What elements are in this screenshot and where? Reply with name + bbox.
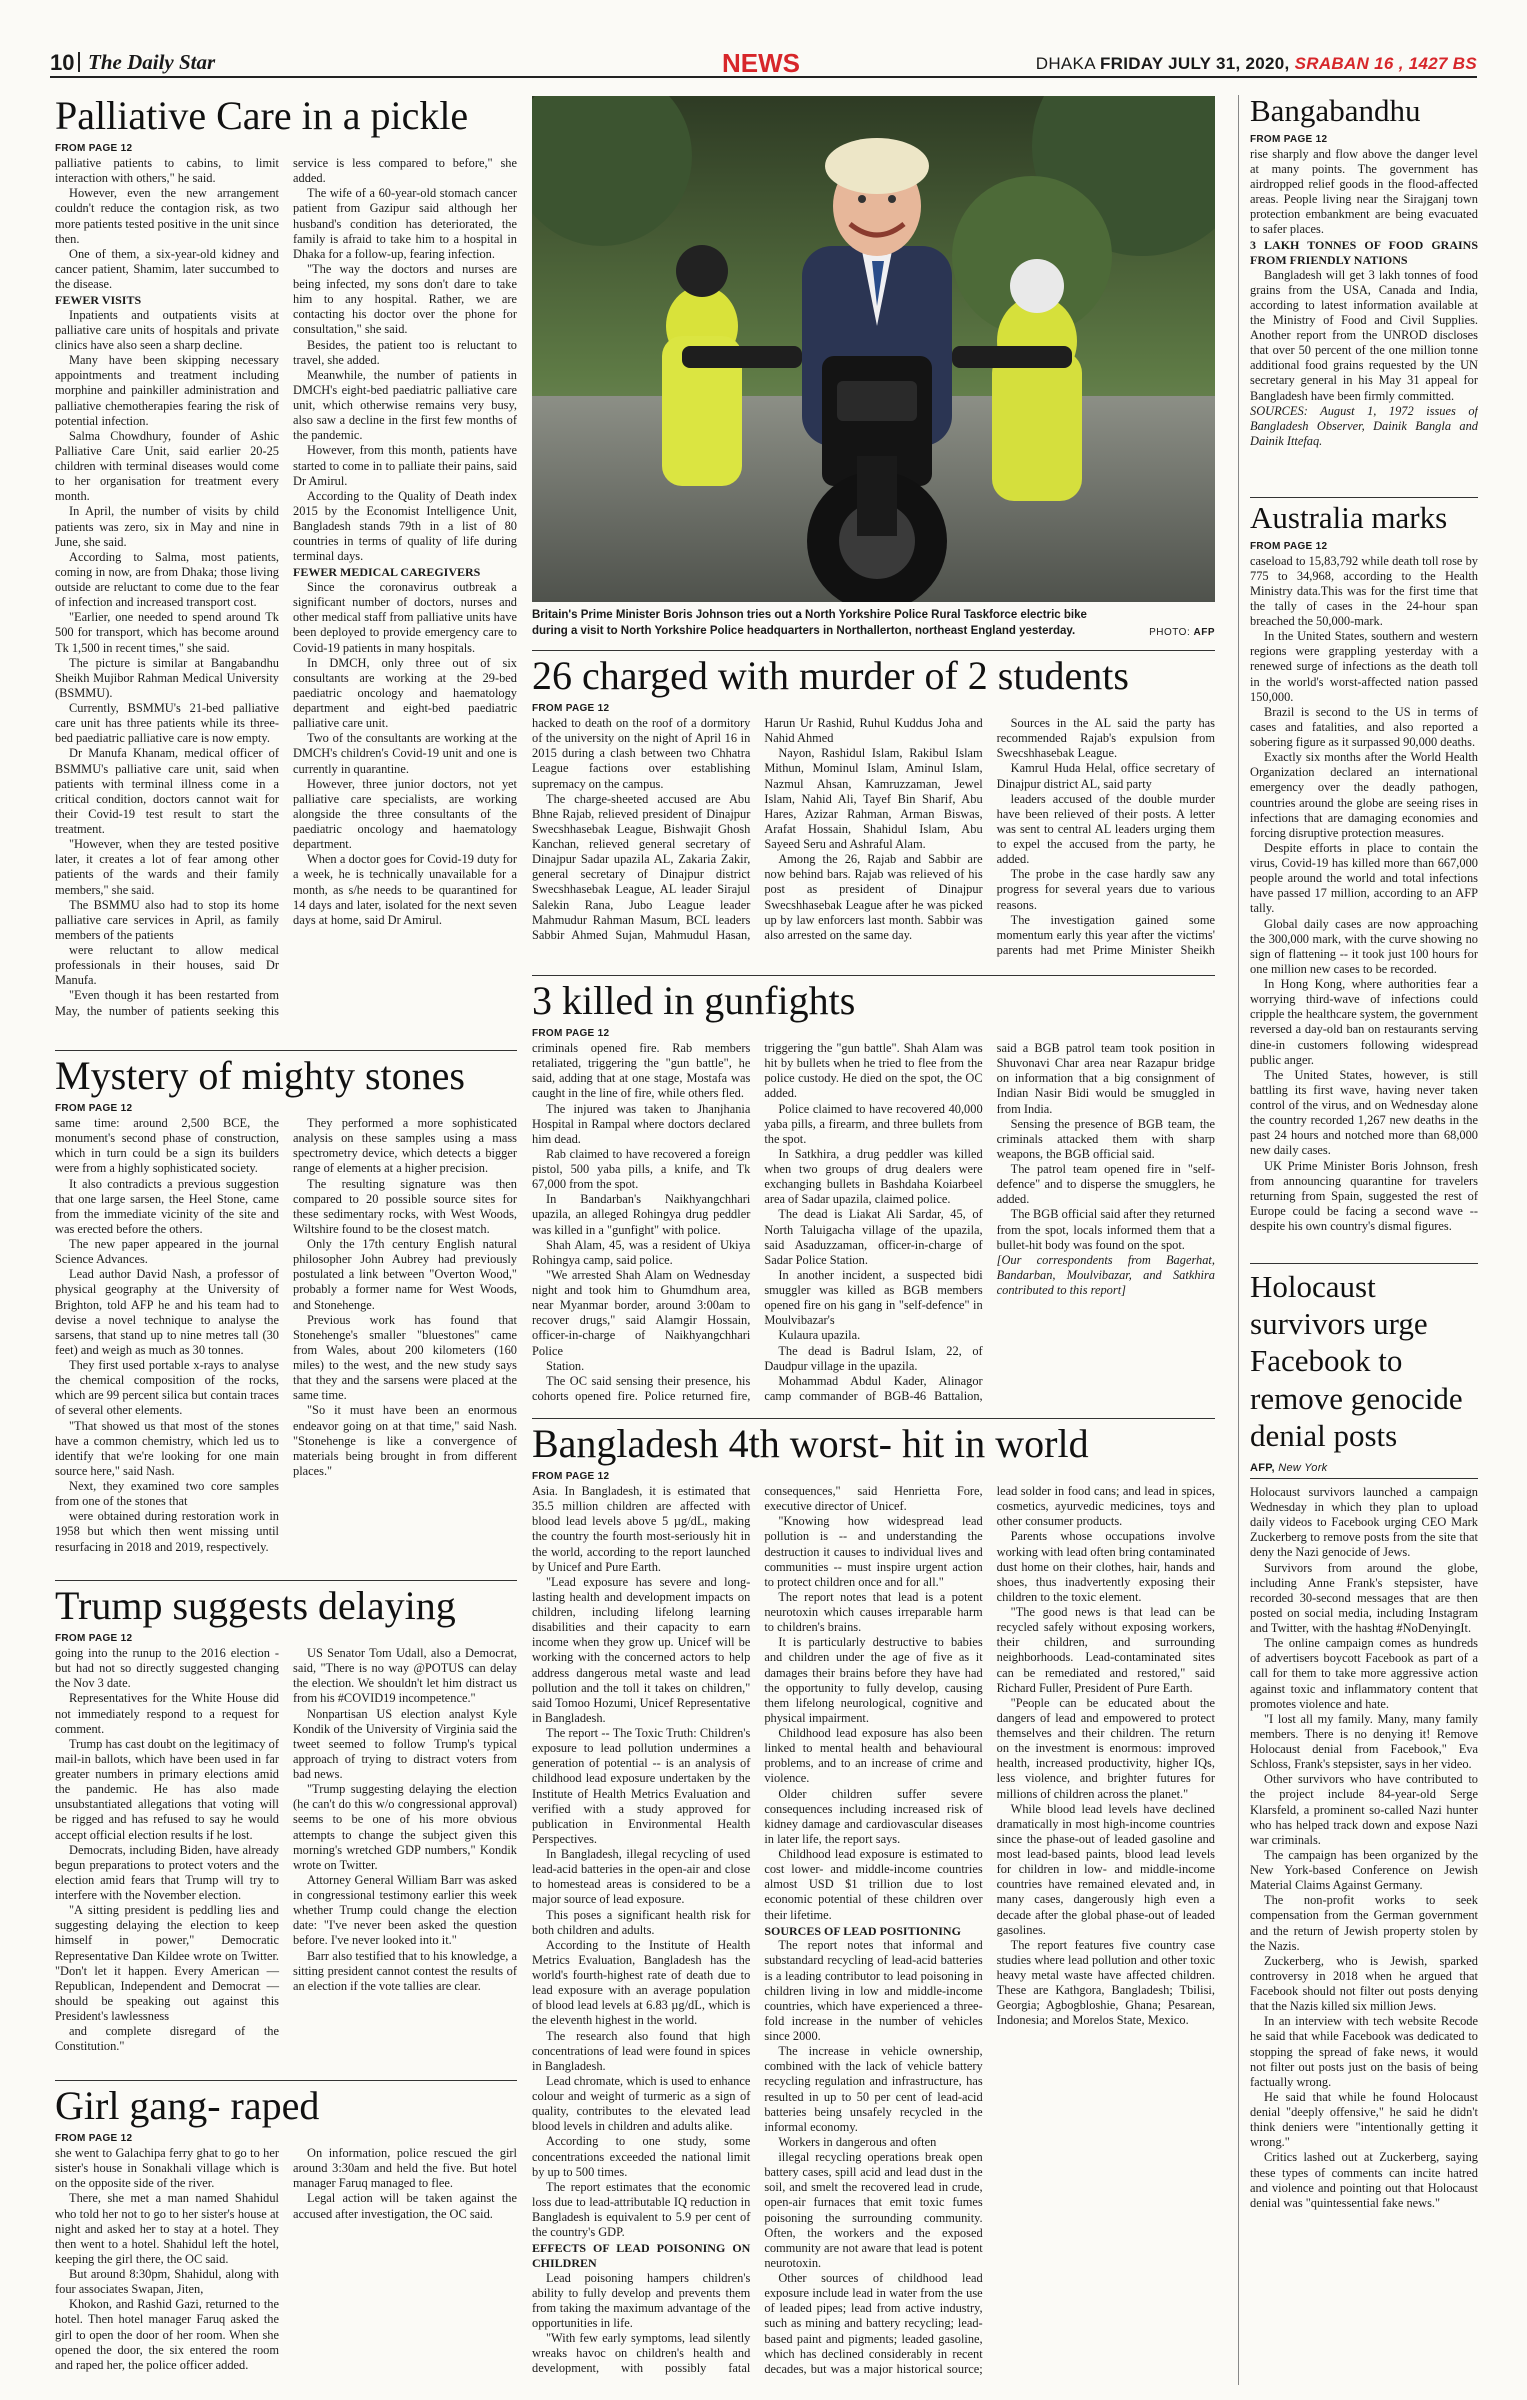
paragraph: Lead author David Nash, a professor of physical geography at the University of Brighton, told AFP he and his team had to devise a novel technique to analyse the sarsens, that stand up to nine metres tall (30 feet) and weigh as much as 30 tonnes. xyxy=(55,1267,279,1357)
paragraph: SOURCES: August 1, 1972 issues of Bangladesh Observer, Dainik Bangla and Dainik Ittefaq. xyxy=(1250,403,1478,448)
headline-trump: Trump suggests delaying xyxy=(55,1585,456,1628)
article-murder xyxy=(532,655,1215,967)
paragraph: In another incident, a suspected bidi smuggler was killed as BGB members opened fire on his gang in "self-defence" in Moulvibazar's xyxy=(764,1267,983,1328)
article-holocaust xyxy=(1250,1268,1478,2386)
from-page: FROM PAGE 12 xyxy=(55,143,133,154)
paragraph: Democrats, including Biden, have already begun preparations to protect voters and the election amid fears that Trump will try to interfere with the November election. xyxy=(55,1842,279,1902)
paragraph: "So it must have been an enormous endeavor going on at that time," said Nash. "Stonehenge is like a convergence of materials being brought in from different places." xyxy=(293,1403,517,1478)
page-number: 10 xyxy=(50,50,75,75)
headline-murder: 26 charged with murder of 2 students xyxy=(532,655,1129,698)
paragraph: Brazil is second to the US in terms of cases and fatalities, and also reported a sobering figure as it surpassed 90,000 deaths. xyxy=(1250,704,1478,750)
paragraph: "We arrested Shah Alam on Wednesday night and took him to Ghumdhum area, near Myanmar border, around 3:00am to recover drugs," said Alamgir Hossain, officer-in-charge of Naikhyangchhari Police xyxy=(532,1267,751,1358)
paragraph: FEWER MEDICAL CAREGIVERS xyxy=(293,565,481,580)
paragraph: same time: around 2,500 BCE, the monument's second phase of construction, which in turn could be a sign its builders were from a highly sophisticated society. xyxy=(55,1116,279,1176)
paragraph: Nonpartisan US election analyst Kyle Kondik of the University of Virginia said the tweet seemed to follow Trump's typical approach of trying to distract voters from bad news. xyxy=(293,1706,517,1781)
paragraph: Among the 26, Rajab and Sabbir are now behind bars. Rajab was relieved of his post as president of Dinajpur Swecshhasebak League after he was picked up by law enforcers last month. Sabbir was also arrested on the same day. xyxy=(764,852,983,942)
paragraph: Parents whose occupations involve working with lead often bring contaminated dust home on their clothes, hair, hands and shoes, thus inadvertently exposing their children to the toxic element. xyxy=(996,1529,1215,1604)
paragraph: "I lost all my family. Many, many family members. There is no denying it! Remove Holocaust denial from Facebook," Eva Schloss, Frank's stepsister, says in her video. xyxy=(1250,1711,1478,1772)
paragraph: Mohammad Abdul Kader, Alinagor camp commander of BGB-46 Battalion, said a BGB patrol team took position in Shuvonavi Char area near Razapur bridge on information that a big consignment of Indian Nasir Bidi would be smuggled in from India. xyxy=(764,1041,1215,1403)
article-body xyxy=(1250,1485,1478,2211)
paragraph: Despite efforts in place to contain the virus, Covid-19 has killed more than 667,000 people around the world and total infections have passed 17 million, according to an AFP tally. xyxy=(1250,840,1478,916)
headline-australia: Australia marks xyxy=(1250,502,1448,535)
paragraph: Besides, the patient too is reluctant to travel, she added. xyxy=(293,337,517,367)
photo-caption xyxy=(532,608,1215,639)
headline-bangabandhu: Bangabandhu xyxy=(1250,95,1421,128)
paragraph: Survivors from around the globe, including Anne Frank's stepsister, have recorded 30-second messages that are then posted on social media, including Instagram and Twitter, with the hashtag #NoDenyingIt. xyxy=(1250,1560,1478,1636)
masthead xyxy=(50,48,1477,78)
article-body xyxy=(55,156,517,1038)
paragraph: It also contradicts a previous suggestion that one large sarsen, the Heel Stone, came from the immediate vicinity of the site and was erected before the others. xyxy=(55,1176,279,1236)
article-bangabandhu xyxy=(1250,95,1478,497)
paragraph: The new paper appeared in the journal Science Advances. xyxy=(55,1237,279,1267)
paragraph: "That showed us that most of the stones have a common chemistry, which led us to identify that we're looking for one main source here," said Nash. xyxy=(55,1418,279,1478)
paragraph: Dr Manufa Khanam, medical officer of BSMMU's palliative care unit, said when patients with terminal illness come in a critical condition, doctors cannot wait for their Covid-19 test result to start the treatment. xyxy=(55,746,279,836)
paragraph: Workers in dangerous and often xyxy=(778,2134,937,2149)
paragraph: The wife of a 60-year-old stomach cancer patient from Gazipur said although her husband's condition has deteriorated, the family is afraid to take him to a hospital in Dhaka for a follow-up, fearing infection. xyxy=(293,186,517,261)
paragraph: The campaign has been organized by the New York-based Conference on Jewish Material Claims Against Germany. xyxy=(1250,1847,1478,1893)
byline xyxy=(1250,1462,1478,1479)
paragraph: On information, police rescued the girl around 3:30am and held the five. But hotel manager Faruq managed to flee. xyxy=(293,2146,517,2191)
paragraph: The patrol team opened fire in "self-defence" and to disperse the smugglers, he added. xyxy=(996,1162,1215,1207)
paragraph: Sources in the AL said the party has recommended Rajab's expulsion from Swecshhasebak League. xyxy=(996,716,1215,761)
paragraph: Currently, BSMMU's 21-bed palliative care unit has three patients while its three-bed paediatric palliative care is now empty. xyxy=(55,701,279,746)
article-bangladesh xyxy=(532,1423,1215,2385)
paragraph: Rab claimed to have recovered a foreign pistol, 500 yaba pills, a knife, and Tk 67,000 from the spot. xyxy=(532,1146,751,1192)
paragraph: Station. xyxy=(546,1358,585,1373)
paragraph: According to one study, some concentrations exceeded the national limit by up to 500 times. xyxy=(532,2134,751,2179)
from-page: FROM PAGE 12 xyxy=(55,1103,133,1114)
paragraph: The picture is similar at Bangabandhu Sheikh Mujibor Rahman Medical University (BSMMU). xyxy=(55,655,279,700)
from-page: FROM PAGE 12 xyxy=(532,703,610,714)
paragraph: However, from this month, patients have started to come in to palliate their pains, said Dr Amirul. xyxy=(293,443,517,488)
paragraph: One of them, a six-year-old kidney and cancer patient, Shamim, later succumbed to the disease. xyxy=(55,246,279,291)
paragraph: Since the coronavirus outbreak a significant number of doctors, nurses and other medical staff from palliative units have been deployed to provide emergency care to Covid-19 patients in many hospitals. xyxy=(293,580,517,655)
byline-agency: AFP, xyxy=(1250,1461,1275,1474)
paragraph: Trump has cast doubt on the legitimacy of mail-in ballots, which have been used in far greater numbers in primary elections amid the pandemic. He has also made unsubstantiated allegations that voting will be rigged and has refused to say he would accept official election results if he lost. xyxy=(55,1736,279,1842)
paragraph: hacked to death on the roof of a dormitory of the university on the night of April 16 in 2015 during a clash between two Chhatra League factions over establishing supremacy on the campus. xyxy=(532,716,751,791)
paragraph: Kulaura upazila. xyxy=(778,1328,861,1343)
paragraph: Zuckerberg, who is Jewish, sparked controversy in 2018 when he argued that Facebook should not filter out posts denying that the Nazis killed six million Jews. xyxy=(1250,1953,1478,2014)
article-body xyxy=(55,1646,517,2071)
paragraph: were obtained during restoration work in 1958 but which then went missing until resurfacing in 2018 and 2019, respectively. xyxy=(55,1509,279,1554)
paragraph: Other sources of childhood lead exposure include lead in water from the use of leaded pipes; lead from active industry, such as mining and battery recycling; lead-based paint and pigments; leaded gasoline, which has declined considerably in recent decades, but was a major historical source; lead solder in food cans; and lead in spices, cosmetics, ayurvedic medicines, toys and other consumer products. xyxy=(764,1484,1215,2376)
section-label: NEWS xyxy=(722,48,800,78)
paragraph: The report -- The Toxic Truth: Children's exposure to lead pollution undermines a generation of potential -- is an analysis of childhood lead exposure undertaken by the Institute of Health Metrics Evaluation and verified with a study approved for publication in Environmental Health Perspectives. xyxy=(532,1726,751,1846)
paragraph: SOURCES OF LEAD POSITIONING xyxy=(764,1923,961,1938)
paragraph: The increase in vehicle ownership, combined with the lack of vehicle battery recycling regulation and infrastructure, has resulted in up to 50 per cent of lead-acid batteries being unsafely recycled in the informal economy. xyxy=(764,2044,983,2134)
paragraph: The resulting signature was then compared to 20 possible source sites for these sedimentary rocks, with West Woods, Wiltshire found to be the closest match. xyxy=(293,1176,517,1236)
paragraph: "The good news is that lead can be recycled safely without exposing workers, their children, and surrounding neighborhoods. Lead-contaminated sites can be remediated and restored," said Richard Fuller, President of Pure Earth. xyxy=(996,1605,1215,1695)
paragraph: Legal action will be taken against the accused after investigation, the OC said. xyxy=(293,2191,517,2221)
article-trump xyxy=(55,1585,517,2073)
paragraph: Attorney General William Barr was asked in congressional testimony earlier this week whether Trump could change the election date: "I've never been asked the question before. I've never looked into it." xyxy=(293,1872,517,1948)
paragraph: "Even though it has been restarted from May, the number of patients seeking this service is less compared to before," she added. xyxy=(55,156,517,1018)
paragraph: In Bangladesh, illegal recycling of used lead-acid batteries in the open-air and close to homestead areas is considered to be a major source of lead exposure. xyxy=(532,1847,751,1907)
paragraph: In Satkhira, a drug peddler was killed when two groups of drug dealers were exchanging bullets in Bashdaha Koiarbeel area of Sadar upazila, claimed police. xyxy=(764,1146,983,1207)
paragraph: This poses a significant health risk for both children and adults. xyxy=(532,1907,751,1937)
paragraph: It is particularly destructive to babies and children under the age of five as it damages their brains before they have had the opportunity to fully develop, causing them lifelong neurological, cognitive and physical impairment. xyxy=(764,1635,983,1725)
paragraph: The charge-sheeted accused are Abu Bhne Rajab, relieved president of Dinajpur Swecshhasebak League, Bishwajit Ghosh Kanchan, relieved general secretary of Dinajpur Sadar upazila AL, Zakaria Zakir, general secretary of Dinajpur district Swecshhasebak League, AL leader Sirajul Salekin Rana, Jubo League leader Mahmudur Rahman Masum, BCL leaders Sabbir Ahmed Sujan, Mahmudul Hasan, Harun Ur Rashid, Ruhul Kuddus Joha and Nahid Ahmed xyxy=(532,716,983,942)
paragraph: Global daily cases are now approaching the 300,000 mark, with the curve showing no sign of flattening -- it took just 100 hours for one million new cases to be recorded. xyxy=(1250,916,1478,976)
paragraph: Only the 17th century English natural philosopher John Aubrey had previously postulated a link between "Overton Wood," probably a former name for West Woods, and Stonehenge. xyxy=(293,1237,517,1312)
paragraph: In Bandarban's Naikhyangchhari upazila, an alleged Rohingya drug peddler was killed in a "gunfight" with police. xyxy=(532,1192,751,1237)
from-page: FROM PAGE 12 xyxy=(55,1633,133,1644)
paragraph: Representatives for the White House did not immediately respond to a request for comment. xyxy=(55,1691,279,1736)
paragraph: Salma Chowdhury, founder of Ashic Palliative Care Unit, said earlier 20-25 children with terminal diseases would come to her organisation for treatment every month. xyxy=(55,428,279,504)
paragraph: Two of the consultants are working at the DMCH's children's Covid-19 unit and one is currently in quarantine. xyxy=(293,731,517,776)
headline-stones: Mystery of mighty stones xyxy=(55,1055,465,1098)
dateline-date: FRIDAY JULY 31, 2020, xyxy=(1099,54,1290,73)
paragraph: The dead is Liakat Ali Sardar, 45, of North Taluigacha village of the upazila, said Asaduzzaman, officer-in-charge of Sadar Police Station. xyxy=(764,1207,983,1267)
article-body xyxy=(1250,147,1478,450)
paragraph: However, even the new arrangement couldn't reduce the contagion risk, as two more patients tested positive in the unit since then. xyxy=(55,186,279,246)
paragraph: were reluctant to allow medical professionals in their houses, said Dr Manufa. xyxy=(55,943,279,988)
paragraph: she went to Galachipa ferry ghat to go to her sister's house in Sonakhali village which is on the opposite side of the river. xyxy=(55,2146,279,2191)
headline-girl: Girl gang- raped xyxy=(55,2085,320,2128)
paragraph: and complete disregard of the Constitution." xyxy=(55,2024,279,2054)
paragraph: However, three junior doctors, not yet palliative care specialists, are working alongside the three consultants of the paediatric oncology and haematology department. xyxy=(293,776,517,852)
paragraph: Other survivors who have contributed to the project include 84-year-old Serge Klarsfeld, a prominent so-called Nazi hunter who has helped track down and expose Nazi war criminals. xyxy=(1250,1772,1478,1847)
paragraph: "People can be educated about the dangers of lead and empowered to protect themselves and their children. The return on the investment is enormous: improved health, increased productivity, higher IQs, less violence, and brighter futures for millions of children across the planet." xyxy=(996,1695,1215,1801)
paragraph: Shah Alam, 45, was a resident of Ukiya Rohingya camp, said police. xyxy=(532,1237,751,1267)
paragraph: According to the Quality of Death index 2015 by the Economist Intelligence Unit, Bangladesh stands 79th in a list of 80 countries in terms of quality of life during terminal days. xyxy=(293,488,517,564)
paragraph: Barr also testified that to his knowledge, a sitting president cannot contest the results of an election if the vote tallies are clear. xyxy=(293,1948,517,1993)
paragraph: criminals opened fire. Rab members retaliated, triggering the "gun battle", he said, adding that at one stage, Mostafa was caught in the line of fire, while others fled. xyxy=(532,1041,751,1101)
paragraph: The report features five country case studies where lead pollution and other toxic heavy metal waste have affected children. These are Kathgora, Bangladesh; Tbilisi, Georgia; Agbogbloshie, Ghana; Pesarean, Indonesia; and Morelos State, Mexico. xyxy=(996,1937,1215,2028)
article-stones xyxy=(55,1055,517,1573)
paragraph: "Earlier, one needed to spend around Tk 500 for transport, which has become around Tk 1,500 in recent times," she said. xyxy=(55,610,279,655)
paragraph: Childhood lead exposure is estimated to cost lower- and middle-income countries almost USD $1 trillion due to lost economic potential of these children over their lifetime. xyxy=(764,1847,983,1922)
paragraph: going into the runup to the 2016 election - but had not so directly suggested changing the Nov 3 date. xyxy=(55,1646,279,1691)
paragraph: Kamrul Huda Helal, office secretary of Dinajpur district AL, said party xyxy=(996,761,1215,791)
paragraph: Next, they examined two core samples from one of the stones that xyxy=(55,1479,279,1509)
headline-gunfights: 3 killed in gunfights xyxy=(532,980,856,1023)
paragraph: The BSMMU also had to stop its home palliative care services in April, as family members of the patients xyxy=(55,897,279,942)
article-gunfights xyxy=(532,980,1215,1410)
headline-palliative: Palliative Care in a pickle xyxy=(55,95,469,138)
paragraph: The investigation gained some momentum early this year after the victims' parents had met Prime Minister Sheikh xyxy=(996,912,1215,957)
paragraph: UK Prime Minister Boris Johnson, fresh from announcing quarantine for travelers returning from Spain, suggested the rest of Europe could be facing a second wave -- despite his own country's dismal figures. xyxy=(1250,1158,1478,1234)
from-page: FROM PAGE 12 xyxy=(1250,133,1328,145)
paragraph: Exactly six months after the World Health Organization declared an international emergency over the deadly pathogen, countries around the globe are seeing rises in infections that are damaging economies and forcing disruptive protection measures. xyxy=(1250,750,1478,840)
article-palliative xyxy=(55,95,517,1043)
headline-holocaust: Holocaust survivors urge Facebook to remove genocide denial posts xyxy=(1250,1269,1463,1453)
paragraph: "However, when they are tested positive later, it creates a lot of fear among other patients of the wards and their family members," she said. xyxy=(55,837,279,897)
paragraph: "Lead exposure has severe and long-lasting health and development impacts on children, including lifelong learning disabilities and their capacity to earn income when they grow up. Unicef will be working with the concerned actors to help address dangerous metal waste and lead pollution and the toll it takes on children," said Tomoo Hozumi, Unicef Representative in Bangladesh. xyxy=(532,1574,751,1725)
photo-credit-source: AFP xyxy=(1193,626,1215,638)
news-photo xyxy=(532,96,1215,602)
paragraph: They first used portable x-rays to analyse the chemical composition of the rocks, which are 99 percent silica but contain traces of several other elements. xyxy=(55,1358,279,1418)
paragraph: The injured was taken to Jhanjhania Hospital in Rampal where doctors declared him dead. xyxy=(532,1101,751,1146)
paragraph: EFFECTS OF LEAD POISONING ON CHILDREN xyxy=(532,2241,751,2270)
paragraph: The probe in the case hardly saw any progress for several years due to various reasons. xyxy=(996,867,1215,912)
paragraph: "With few early symptoms, lead silently wreaks havoc on children's health and development, with possibly fatal consequences," said Henrietta Fore, executive director of Unicef. xyxy=(532,1484,983,2376)
paragraph: The BGB official said after they returned from the spot, locals informed them that a bullet-hit body was found on the spot. xyxy=(996,1207,1215,1252)
paragraph: Nayon, Rashidul Islam, Rakibul Islam Mithun, Mominul Islam, Aminul Islam, Nazmul Ahsan, Kamruzzaman, Jewel Islam, Nahid Ali, Tayef Bin Sharif, Abu Hares, Azizar Rahman, Arman Biswas, Arafat Hossain, Shahidul Islam, Abu Sayeed Seru and Ashraful Alam. xyxy=(764,746,983,851)
paragraph: Older children suffer severe consequences including increased risk of kidney damage and cardiovascular diseases in later life, the report says. xyxy=(764,1786,983,1846)
from-page: FROM PAGE 12 xyxy=(532,1471,610,1482)
paragraph: According to Salma, most patients, coming in now, are from Dhaka; those living outside are reluctant to come due to the fear of infection and increased transport cost. xyxy=(55,549,279,610)
paragraph: Police claimed to have recovered 40,000 yaba pills, a firearm, and three bullets from the spot. xyxy=(764,1101,983,1146)
paragraph: While blood lead levels have declined dramatically in most high-income countries since the phase-out of leaded gasoline and most lead-based paints, blood lead levels for children in low- and middle-income countries have remained elevated and, in many cases, dangerously high even a decade after the global phase-out of leaded gasolines. xyxy=(996,1801,1215,1937)
paragraph: leaders accused of the double murder have been relieved of their posts. A letter was sent to central AL leaders urging them to expel the accused from the party, he added. xyxy=(996,791,1215,867)
paper-name: The Daily Star xyxy=(88,50,216,74)
paragraph: The online campaign comes as hundreds of advertisers boycott Facebook as part of a call for them to take more aggressive action against toxic and inflammatory content that promotes violence and hate. xyxy=(1250,1636,1478,1711)
paragraph: In Hong Kong, where authorities fear a worrying third-wave of infections could cripple the healthcare system, the government reversed a day-old ban on restaurants serving dine-in customers following widespread public anger. xyxy=(1250,977,1478,1067)
from-page: FROM PAGE 12 xyxy=(532,1028,610,1039)
paragraph: But around 8:30pm, Shahidul, along with four associates Swapan, Jiten, xyxy=(55,2267,279,2297)
from-page: FROM PAGE 12 xyxy=(55,2133,133,2144)
paragraph: According to the Institute of Health Metrics Evaluation, Bangladesh has the world's fourth-highest rate of death due to lead exposure with an average population of blood lead levels at 6.83 µg/dL, which is the eleventh highest in the world. xyxy=(532,1937,751,2028)
paragraph: In an interview with tech website Recode he said that while Facebook was dedicated to stopping the spread of fake news, it would not filter out posts just on the basis of being factually wrong. xyxy=(1250,2014,1478,2089)
caption-text: Britain's Prime Minister Boris Johnson tries out a North Yorkshire Police Rural Taskforce electric bike during a visit to North Yorkshire Police headquarters in Northallerton, northeast England yesterday. xyxy=(532,609,1087,637)
article-body xyxy=(532,1484,1215,2380)
paragraph: Critics lashed out at Zuckerberg, saying these types of comments can incite hatred and violence and pointing out that Holocaust denial was "quintessential fake news." xyxy=(1250,2150,1478,2210)
dateline-bangla: SRABAN 16 , 1427 BS xyxy=(1294,54,1477,73)
paragraph: "The way the doctors and nurses are being infected, my sons don't dare to take him to any hospital. Rather, we are contacting his doctor over the phone for consultation," she said. xyxy=(293,261,517,337)
separator-bar-icon xyxy=(78,52,80,72)
article-australia xyxy=(1250,502,1478,1262)
paragraph: Bangladesh will get 3 lakh tonnes of food grains from the USA, Canada and India, according to latest information available at the Ministry of Food and Civil Supplies. Another report from the UNROD discloses that over 50 percent of the one million tonne additional food grains requested by the UN secretary general in his May 31 appeal for Bangladesh have been firmly committed. xyxy=(1250,267,1478,403)
paragraph: Khokon, and Rashid Gazi, returned to the hotel. Then hotel manager Faruq asked the girl to open the door of her room. When she opened the door, the six entered the room and raped her, the police officer added. xyxy=(55,2297,279,2372)
paragraph: The dead is Badrul Islam, 22, of Daudpur village in the upazila. xyxy=(764,1343,983,1373)
paragraph: "Knowing how widespread lead pollution is -- and understanding the destruction it causes to individual lives and communities -- must inspire urgent action to protect children once and for all." xyxy=(764,1514,983,1589)
paragraph: [Our correspondents from Bagerhat, Bandarban, Moulvibazar, and Satkhira contributed to this report] xyxy=(996,1252,1215,1297)
paragraph: Sensing the presence of BGB team, the criminals attacked them with sharp weapons, the BGB official said. xyxy=(996,1116,1215,1161)
paragraph: Previous work has found that Stonehenge's smaller "bluestones" came from Wales, about 200 kilometers (160 miles) to the west, and the new study says that they and the sarsens were placed at the same time. xyxy=(293,1312,517,1403)
paragraph: Inpatients and outpatients visits at palliative care units of hospitals and private clinics have also seen a sharp decline. xyxy=(55,307,279,352)
paragraph: Many have been skipping necessary appointments and treatment including morphine and painkiller administration and palliative chemotherapies fearing the risk of potential infection. xyxy=(55,353,279,428)
headline-bangladesh: Bangladesh 4th worst- hit in world xyxy=(532,1423,1089,1466)
photo-credit xyxy=(1149,626,1215,640)
from-page: FROM PAGE 12 xyxy=(1250,540,1328,552)
paragraph: The report notes that informal and substandard recycling of lead-acid batteries is a leading contributor to lead poisoning in children living in low and middle-income countries, which have experienced a three-fold increase in the number of vehicles since 2000. xyxy=(764,1938,983,2043)
paragraph: Asia. In Bangladesh, it is estimated that 35.5 million children are affected with blood lead levels above 5 µg/dL, making the country the fourth most-seriously hit in the world, according to the report launched by Unicef and Pure Earth. xyxy=(532,1484,751,1574)
paragraph: illegal recycling operations break open battery cases, spill acid and lead dust in the soil, and smelt the recovered lead in crude, open-air furnaces that emit toxic fumes poisoning the surrounding community. Often, the workers and the exposed community are not aware that lead is potent neurotoxin. xyxy=(764,2150,983,2270)
article-body xyxy=(532,716,1215,964)
byline-place: New York xyxy=(1278,1461,1328,1474)
paragraph: Lead chromate, which is used to enhance colour and weight of turmeric as a sign of quality, contributes to the elevated lead blood levels in children and adults alike. xyxy=(532,2073,751,2134)
article-body xyxy=(55,1116,517,1568)
paragraph: "A sitting president is peddling lies and suggesting delaying the election to keep himself in power," Democratic Representative Dan Kildee wrote on Twitter. "Don't let it happen. Every American — Republican, Independent and Democrat — should be speaking out against this President's lawlessness xyxy=(55,1903,279,2023)
dateline-city: DHAKA xyxy=(1035,54,1095,73)
article-body xyxy=(1250,554,1478,1235)
paragraph: When a doctor goes for Covid-19 duty for a week, he is technically unavailable for a month, as s/he needs to be quarantined for 14 days and later, isolated for the next seven days at home, said Dr Amirul. xyxy=(293,852,517,927)
dateline xyxy=(1036,54,1477,74)
photo-credit-label: PHOTO: xyxy=(1149,626,1191,638)
article-girl xyxy=(55,2085,517,2385)
paragraph: The United States, however, is still battling its first wave, having never taken control of the virus, and on Wednesday alone the country recorded 1,267 new deaths in the past 24 hours and notched more than 68,000 new daily cases. xyxy=(1250,1067,1478,1158)
paragraph: Childhood lead exposure has also been linked to mental health and behavioural problems, and to an increase of crime and violence. xyxy=(764,1726,983,1786)
paragraph: The research also found that high concentrations of lead were found in spices in Bangladesh. xyxy=(532,2028,751,2073)
paragraph: Meanwhile, the number of patients in DMCH's eight-bed paediatric palliative care unit, which otherwise remains very busy, also saw a decline in the first few months of the pandemic. xyxy=(293,367,517,443)
paragraph: The report notes that lead is a potent neurotoxin which causes irreparable harm to children's brains. xyxy=(764,1589,983,1635)
article-body xyxy=(532,1041,1215,1407)
paragraph: There, she met a man named Shahidul who told her not to go to her sister's house at night and asked her to stay at a hotel. They then went to a hotel. Shahidul left the hotel, keeping the girl there, the OC said. xyxy=(55,2191,279,2266)
paragraph: In April, the number of visits by child patients was zero, six in May and nine in June, she said. xyxy=(55,504,279,549)
paragraph: The non-profit works to seek compensation from the German government and the return of Jewish property stolen by the Nazis. xyxy=(1250,1893,1478,1953)
paragraph: FEWER VISITS xyxy=(55,293,142,308)
photo-boris-electric-bike xyxy=(532,96,1215,602)
paragraph: "Trump suggesting delaying the election (he can't do this w/o congressional approval) seems to be one of his more obvious attempts to change the subject given this morning's wretched GDP numbers," Kondik wrote on Twitter. xyxy=(293,1782,517,1872)
paragraph: caseload to 15,83,792 while death toll rose by 775 to 34,968, according to the Health Ministry data.This was for the first time that the tally of cases in the 24-hour span breached the 50,000-mark. xyxy=(1250,553,1478,629)
paragraph: Lead poisoning hampers children's ability to fully develop and prevents them from taking the maximum advantage of the opportunities in life. xyxy=(532,2270,751,2330)
article-body xyxy=(55,2146,517,2382)
paragraph: In the United States, southern and western regions were grappling yesterday with a renewed surge of infections as the death toll in the world's worst-affected nation passed 150,000. xyxy=(1250,629,1478,704)
paragraph: He said that while he found Holocaust denial "deeply offensive," he said he didn't think deniers were "intentionally getting it wrong." xyxy=(1250,2089,1478,2150)
paragraph: They performed a more sophisticated analysis on these samples using a mass spectrometry device, which detects a bigger range of elements at a higher precision. xyxy=(293,1116,517,1176)
paragraph: 3 LAKH TONNES OF FOOD GRAINS FROM FRIENDLY NATIONS xyxy=(1250,238,1478,267)
paragraph: Holocaust survivors launched a campaign Wednesday in which they plan to upload daily videos to Facebook urging CEO Mark Zuckerberg to remove posts from the site that deny the Nazi genocide of Jews. xyxy=(1250,1484,1478,1560)
paragraph: rise sharply and flow above the danger level at many points. The government has airdropped relief goods in the flood-affected areas. People living near the Sirajganj town protection embankment are being evacuated to safer places. xyxy=(1250,146,1478,237)
paragraph: palliative patients to cabins, to limit interaction with others," he said. xyxy=(55,156,279,186)
paragraph: The report estimates that the economic loss due to lead-attributable IQ reduction in Bangladesh is equivalent to 5.9 per cent of the country's GDP. xyxy=(532,2179,751,2240)
paragraph: The OC said sensing their presence, his cohorts opened fire. Police returned fire, triggering the "gun battle". Shah Alam was hit by bullets when he tried to flee from the police custody. He died on the spot, the OC added. xyxy=(532,1041,983,1403)
paragraph: In DMCH, only three out of six consultants are working at the 29-bed paediatric oncology and haematology department and eight-bed paediatric palliative care unit. xyxy=(293,655,517,731)
paragraph: US Senator Tom Udall, also a Democrat, said, "There is no way @POTUS can delay the election. We shouldn't let him distract us from his #COVID19 incompetence." xyxy=(293,1646,517,1706)
